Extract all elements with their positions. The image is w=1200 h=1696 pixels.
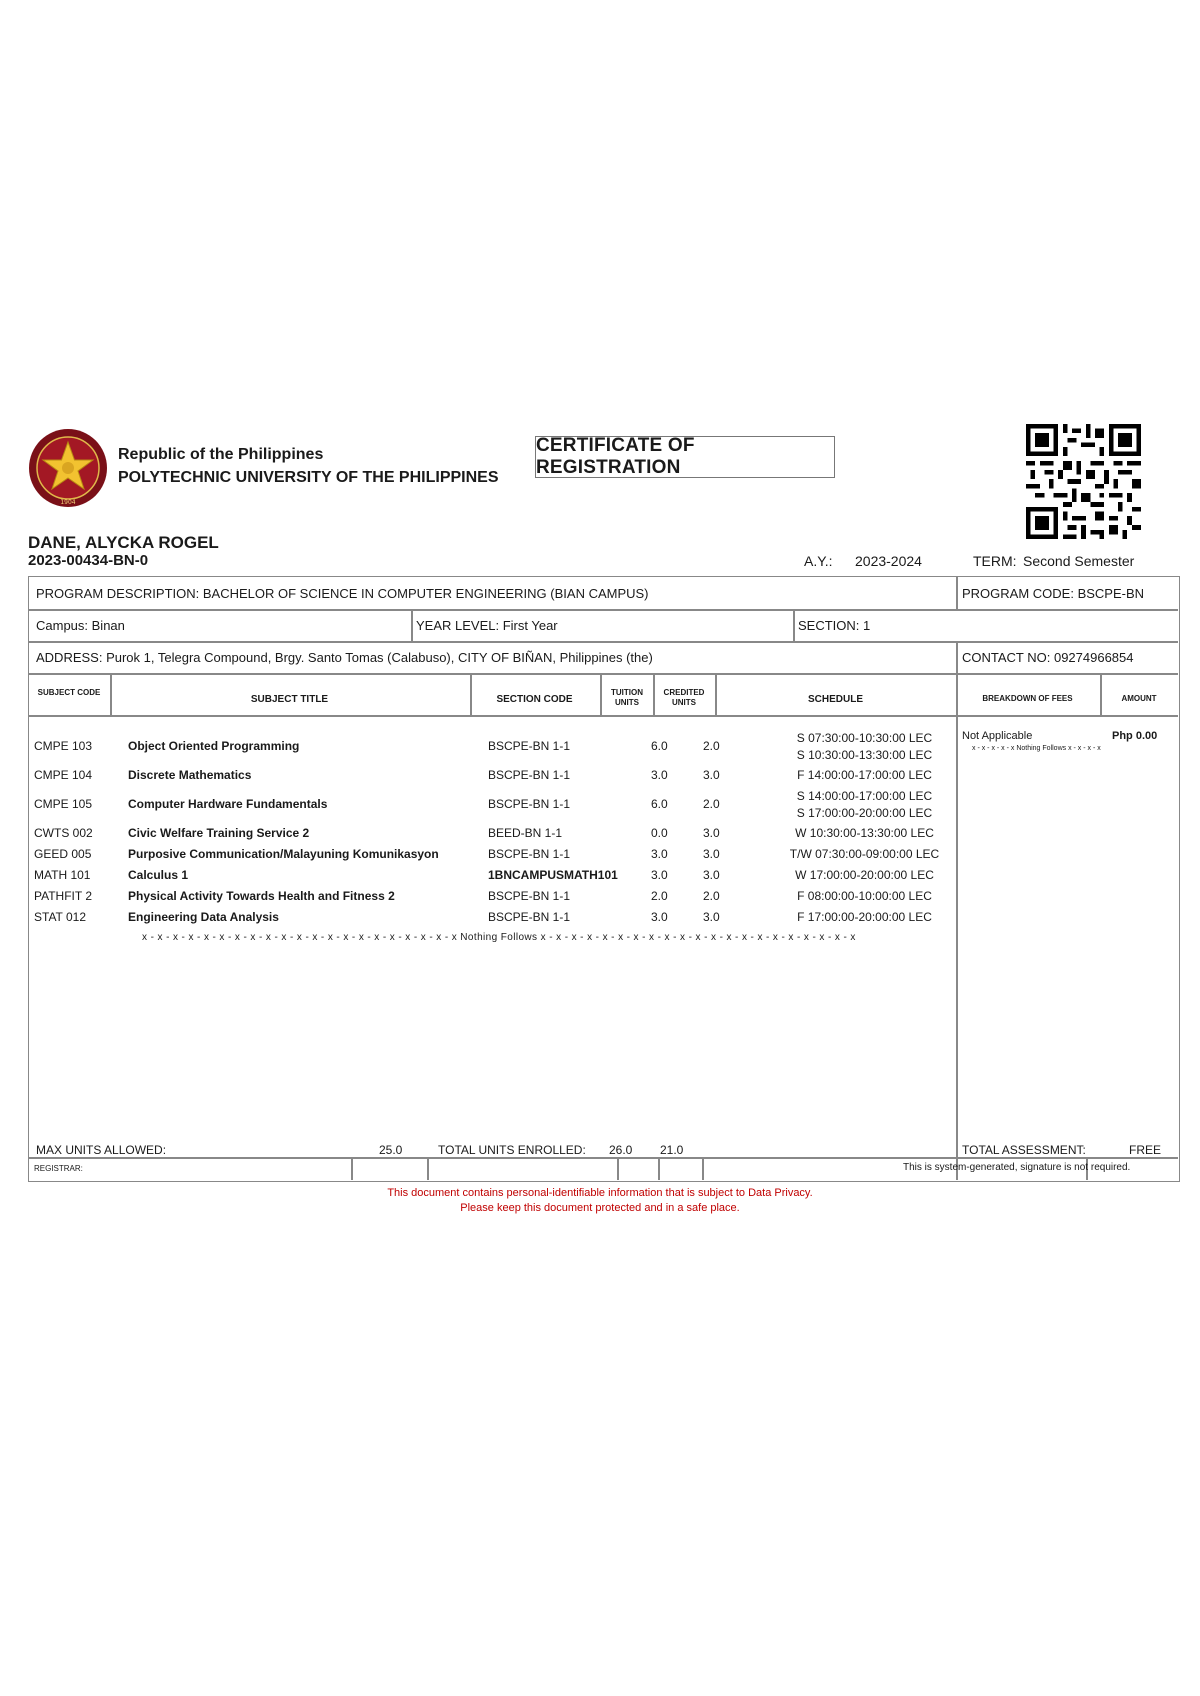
max-units-label: MAX UNITS ALLOWED: bbox=[36, 1143, 167, 1157]
subject-title: Purposive Communication/Malayuning Komunikasyon bbox=[128, 847, 439, 861]
subject-tuition-units: 0.0 bbox=[651, 826, 668, 840]
total-enrolled-label: TOTAL UNITS ENROLLED: bbox=[438, 1143, 586, 1157]
subject-title: Engineering Data Analysis bbox=[128, 910, 279, 924]
fee-amount: Php 0.00 bbox=[1112, 730, 1158, 742]
svg-text:1904: 1904 bbox=[60, 499, 76, 506]
subject-section: BSCPE-BN 1-1 bbox=[488, 768, 571, 782]
subject-code: MATH 101 bbox=[34, 868, 91, 882]
subject-code: CMPE 105 bbox=[34, 797, 93, 811]
subject-tuition-units: 3.0 bbox=[651, 768, 668, 782]
subject-schedule: F 14:00:00-17:00:00 LEC bbox=[797, 768, 932, 782]
subject-section: BSCPE-BN 1-1 bbox=[488, 847, 571, 861]
student-id: 2023-00434-BN-0 bbox=[28, 552, 149, 569]
subject-section: 1BNCAMPUSMATH101 bbox=[488, 868, 618, 882]
subject-tuition-units: 3.0 bbox=[651, 910, 668, 924]
subject-section: BSCPE-BN 1-1 bbox=[488, 910, 571, 924]
privacy-notice-line1: This document contains personal-identifiable information that is subject to Data Privacy. bbox=[387, 1187, 813, 1199]
program-description: PROGRAM DESCRIPTION: BACHELOR OF SCIENCE IN COMPUTER ENGINEERING (BIAN CAMPUS) bbox=[36, 586, 649, 601]
subject-schedule: W 17:00:00-20:00:00 LEC bbox=[795, 868, 934, 882]
subject-credited-units: 2.0 bbox=[703, 797, 720, 811]
subject-section: BEED-BN 1-1 bbox=[488, 826, 563, 840]
fees-nothing-follows: x - x - x - x - x Nothing Follows x - x - x - x bbox=[972, 745, 1101, 752]
header-subject-code: SUBJECT CODE bbox=[37, 688, 101, 697]
subject-credited-units: 3.0 bbox=[703, 910, 720, 924]
subject-section: BSCPE-BN 1-1 bbox=[488, 797, 571, 811]
program-code: PROGRAM CODE: BSCPE-BN bbox=[962, 586, 1145, 601]
subject-tuition-units: 3.0 bbox=[651, 868, 668, 882]
system-generated-note: This is system-generated, signature is not required. bbox=[903, 1162, 1131, 1173]
subject-schedule: F 17:00:00-20:00:00 LEC bbox=[797, 910, 932, 924]
contact-number: CONTACT NO: 09274966854 bbox=[962, 650, 1134, 665]
subject-title: Computer Hardware Fundamentals bbox=[128, 797, 328, 811]
subject-credited-units: 3.0 bbox=[703, 847, 720, 861]
academic-year-value: 2023-2024 bbox=[855, 553, 922, 569]
subject-schedule: F 08:00:00-10:00:00 LEC bbox=[797, 889, 932, 903]
registrar-label: REGISTRAR: bbox=[34, 1164, 83, 1173]
header-schedule: SCHEDULE bbox=[807, 694, 863, 705]
nothing-follows-marker: x - x - x - x - x - x - x - x - x - x - x - x - x - x - x - x - x - x - x - x - x Nothing Follows x - x - x - x - x - x - x - x - x - x - x - x - x - x - x - x - x - x - x - x - x bbox=[142, 932, 856, 943]
student-name: DANE, ALYCKA ROGEL bbox=[28, 533, 219, 552]
subject-tuition-units: 3.0 bbox=[651, 847, 668, 861]
subject-title: Calculus 1 bbox=[128, 868, 189, 882]
subject-tuition-units: 2.0 bbox=[651, 889, 668, 903]
term-label: TERM: bbox=[973, 553, 1017, 569]
document-title: CERTIFICATE OF REGISTRATION bbox=[535, 436, 835, 478]
total-credited-units: 21.0 bbox=[660, 1143, 684, 1157]
subject-title: Object Oriented Programming bbox=[128, 739, 300, 753]
subject-code: CMPE 104 bbox=[34, 768, 93, 782]
republic-heading: Republic of the Philippines bbox=[118, 446, 324, 463]
academic-year-label: A.Y.: bbox=[804, 553, 833, 569]
subject-credited-units: 2.0 bbox=[703, 889, 720, 903]
subject-code: CWTS 002 bbox=[34, 826, 93, 840]
subject-tuition-units: 6.0 bbox=[651, 739, 668, 753]
subject-code: GEED 005 bbox=[34, 847, 92, 861]
total-tuition-units: 26.0 bbox=[609, 1143, 633, 1157]
subject-credited-units: 3.0 bbox=[703, 826, 720, 840]
university-heading: POLYTECHNIC UNIVERSITY OF THE PHILIPPINES bbox=[118, 469, 499, 486]
subject-code: PATHFIT 2 bbox=[34, 889, 93, 903]
subject-title: Discrete Mathematics bbox=[128, 768, 252, 782]
subject-schedule: S 07:30:00-10:30:00 LEC S 10:30:00-13:30:00 LEC bbox=[796, 731, 933, 762]
privacy-notice-line2: Please keep this document protected and in a safe place. bbox=[460, 1202, 740, 1214]
subject-section: BSCPE-BN 1-1 bbox=[488, 739, 571, 753]
header-breakdown-of-fees: BREAKDOWN OF FEES bbox=[982, 694, 1073, 703]
max-units-value: 25.0 bbox=[379, 1143, 403, 1157]
subject-code: STAT 012 bbox=[34, 910, 87, 924]
subject-code: CMPE 103 bbox=[34, 739, 93, 753]
subject-credited-units: 3.0 bbox=[703, 868, 720, 882]
university-seal-logo bbox=[28, 428, 108, 508]
section: SECTION: 1 bbox=[798, 618, 871, 633]
year-level: YEAR LEVEL: First Year bbox=[416, 618, 558, 633]
fee-label: Not Applicable bbox=[962, 730, 1033, 742]
subject-tuition-units: 6.0 bbox=[651, 797, 668, 811]
subject-title: Physical Activity Towards Health and Fitness 2 bbox=[128, 889, 395, 903]
address: ADDRESS: Purok 1, Telegra Compound, Brgy. Santo Tomas (Calabuso), CITY OF BIÑAN, Philippines (the) bbox=[36, 650, 653, 665]
subject-credited-units: 3.0 bbox=[703, 768, 720, 782]
header-section-code: SECTION CODE bbox=[496, 694, 573, 705]
subject-title: Civic Welfare Training Service 2 bbox=[128, 826, 310, 840]
campus: Campus: Binan bbox=[36, 618, 125, 633]
total-assessment-value: FREE bbox=[1129, 1143, 1162, 1157]
subject-schedule: S 14:00:00-17:00:00 LEC S 17:00:00-20:00:00 LEC bbox=[796, 789, 933, 820]
header-subject-title: SUBJECT TITLE bbox=[250, 694, 329, 705]
subject-section: BSCPE-BN 1-1 bbox=[488, 889, 571, 903]
header-credited-units: CREDITED UNITS bbox=[663, 688, 705, 707]
subject-schedule: W 10:30:00-13:30:00 LEC bbox=[795, 826, 934, 840]
term-value: Second Semester bbox=[1023, 553, 1135, 569]
qr-code bbox=[1026, 424, 1141, 539]
header-amount: AMOUNT bbox=[1121, 694, 1157, 703]
subject-credited-units: 2.0 bbox=[703, 739, 720, 753]
subject-schedule: T/W 07:30:00-09:00:00 LEC bbox=[789, 847, 940, 861]
total-assessment-label: TOTAL ASSESSMENT: bbox=[962, 1143, 1086, 1157]
header-tuition-units: TUITION UNITS bbox=[611, 688, 643, 707]
